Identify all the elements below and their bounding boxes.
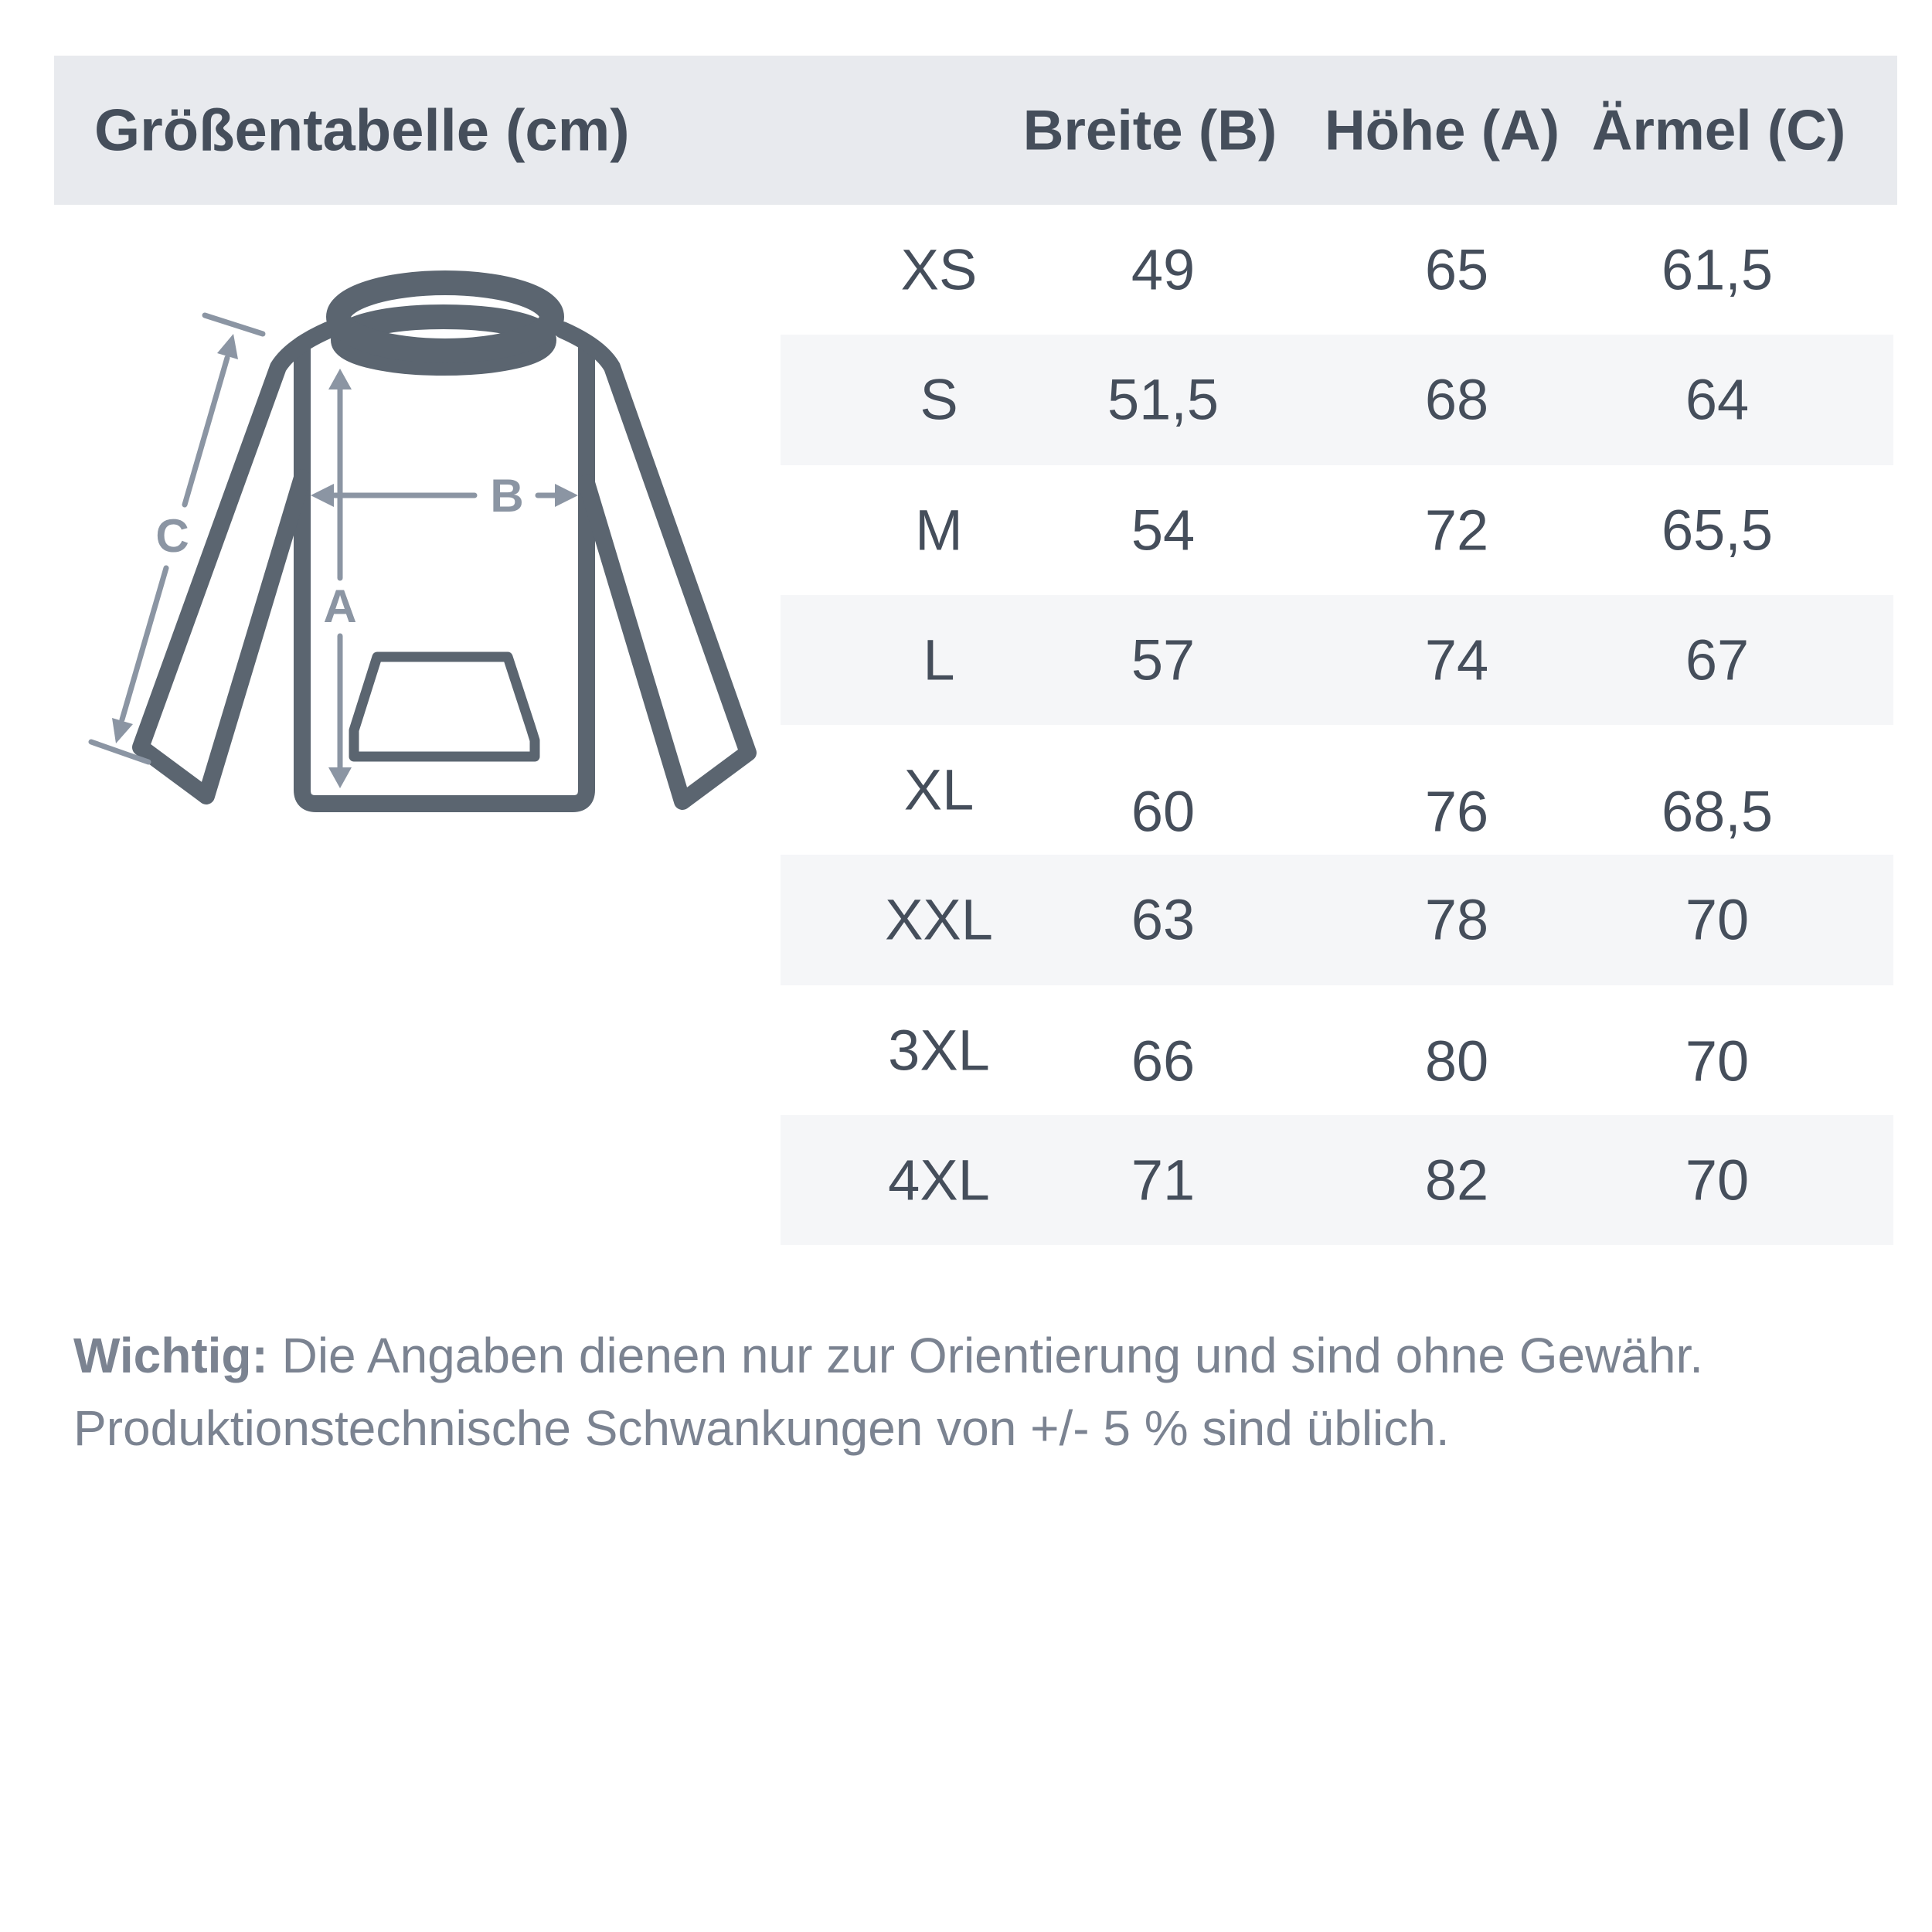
- hoehe-value: 82: [1424, 1148, 1489, 1213]
- table-row-xxl: [781, 855, 1893, 985]
- disclaimer-line1: Die Angaben dienen nur zur Orientierung und sind ohne Gewähr.: [267, 1328, 1704, 1383]
- size-label: 3XL: [888, 1018, 990, 1083]
- table-row-s: [781, 335, 1893, 464]
- hoehe-value: 72: [1424, 498, 1489, 563]
- aermel-value: 67: [1685, 628, 1750, 692]
- hoehe-value: 80: [1424, 1029, 1489, 1094]
- size-chart-header: [54, 56, 1897, 205]
- hoodie-pocket: [354, 657, 535, 757]
- hoodie-measurement-diagram: [62, 216, 804, 912]
- table-row-m: [781, 465, 1893, 595]
- arrow-b-head-right: [555, 484, 578, 507]
- hoehe-value: 68: [1424, 367, 1489, 432]
- arrow-c-head-down: [112, 718, 133, 743]
- table-row-l: [781, 595, 1893, 725]
- disclaimer-line2: Produktionstechnische Schwankungen von +/- 5 % sind üblich.: [73, 1400, 1450, 1456]
- aermel-value: 68,5: [1661, 779, 1774, 844]
- disclaimer-bold-label: Wichtig:: [73, 1328, 268, 1383]
- size-label: S: [920, 367, 958, 432]
- arrow-a-head-down: [328, 767, 352, 788]
- table-row-xl: [781, 725, 1893, 855]
- aermel-value: 64: [1685, 367, 1750, 432]
- breite-value: 63: [1131, 887, 1196, 952]
- label-height-a: A: [323, 580, 357, 632]
- size-label: L: [923, 628, 955, 692]
- size-table: [781, 205, 1893, 1245]
- table-row-3xl: [781, 985, 1893, 1115]
- arrow-a-head-up: [328, 369, 352, 389]
- size-label: XS: [900, 237, 978, 302]
- table-row-xs: [781, 205, 1893, 335]
- column-header-hoehe: Höhe (A): [1324, 99, 1560, 162]
- breite-value: 66: [1131, 1029, 1196, 1094]
- size-label: XL: [903, 757, 975, 822]
- size-label: XXL: [885, 887, 993, 952]
- aermel-value: 70: [1685, 1148, 1750, 1213]
- breite-value: 49: [1131, 237, 1196, 302]
- column-header-breite: Breite (B): [1022, 99, 1277, 162]
- aermel-value: 61,5: [1661, 237, 1774, 302]
- label-sleeve-c: C: [155, 510, 189, 562]
- aermel-value: 70: [1685, 887, 1750, 952]
- disclaimer-note: [73, 1319, 1820, 1464]
- hoodie-torso: [302, 344, 587, 804]
- aermel-value: 70: [1685, 1029, 1750, 1094]
- size-label: M: [915, 498, 963, 563]
- arrow-c-line-top: [185, 358, 227, 505]
- label-width-b: B: [490, 470, 524, 522]
- breite-value: 57: [1131, 628, 1196, 692]
- aermel-value: 65,5: [1661, 498, 1774, 563]
- hoehe-value: 65: [1424, 237, 1489, 302]
- hoehe-value: 78: [1424, 887, 1489, 952]
- breite-value: 54: [1131, 498, 1196, 563]
- arrow-c-cap-top: [205, 315, 263, 334]
- breite-value: 51,5: [1107, 367, 1219, 432]
- size-label: 4XL: [888, 1148, 990, 1213]
- arrow-b-head-left: [311, 484, 334, 507]
- breite-value: 71: [1131, 1148, 1196, 1213]
- column-header-aermel: Ärmel (C): [1591, 99, 1846, 162]
- breite-value: 60: [1131, 779, 1196, 844]
- page-title: Größentabelle (cm): [94, 97, 630, 163]
- hoehe-value: 76: [1424, 779, 1489, 844]
- arrow-c-head-up: [217, 334, 238, 359]
- table-row-4xl: [781, 1115, 1893, 1245]
- hoehe-value: 74: [1424, 628, 1489, 692]
